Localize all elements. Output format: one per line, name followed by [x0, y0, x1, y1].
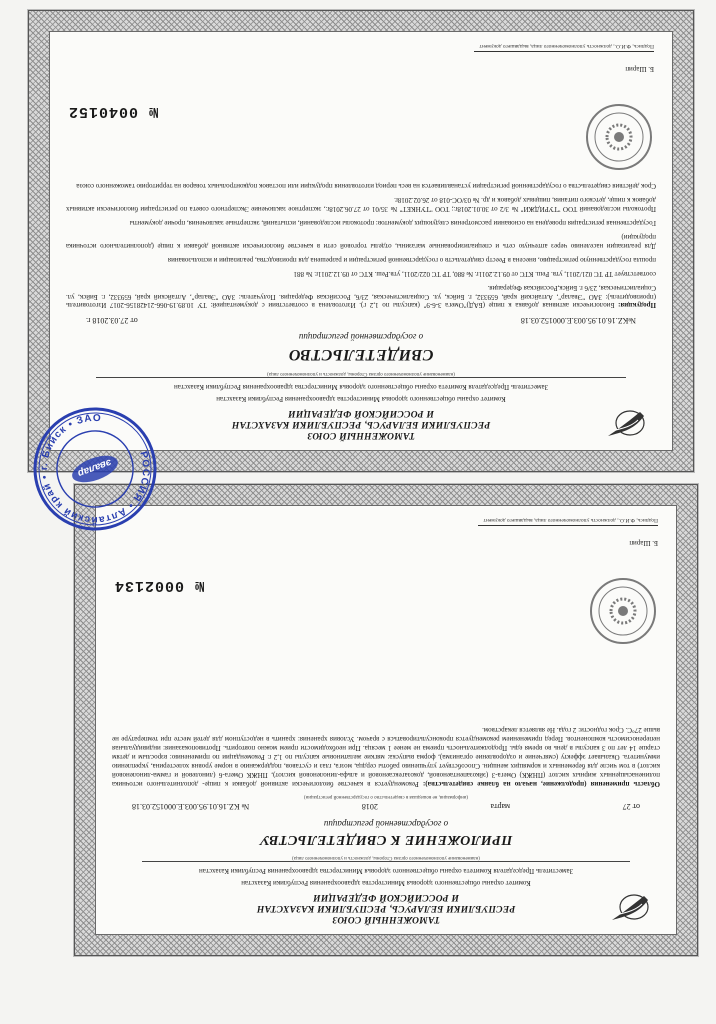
- registry-text: прошла государственную регистрацию, внесена в Реестр свидетельств о государственной регистрации и разрешена для производства, реализации и использования: [167, 255, 656, 264]
- appendix-union-title-line-2: РЕСПУБЛИКИ БЕЛАРУСЬ, РЕСПУБЛИКИ КАЗАХСТАН: [256, 903, 516, 914]
- appendix-authority-caption: (наименование уполномоченного органа Стороны, должность и уполномоченного лица): [292, 855, 480, 861]
- union-title-line-1: ТАМОЖЕННЫЙ СОЮЗ: [307, 430, 415, 440]
- appendix-serial-number: № 0002134: [114, 577, 205, 595]
- company-stamp-icon: [30, 404, 160, 534]
- certificate-appendix: [74, 484, 698, 956]
- certificate-top-content: [50, 32, 672, 450]
- appendix-year: 2018: [361, 802, 378, 812]
- appendix-signer-name: Б. Шарип: [629, 538, 658, 547]
- appendix-union-title-line-1: ТАМОЖЕННЫЙ СОЮЗ: [332, 914, 440, 924]
- appendix-caption: (информация, не вошедшая в свидетельство о государственной регистрации): [303, 794, 469, 800]
- appendix-header-row: [112, 890, 660, 924]
- deputy-name: Заместитель Председателя Комитета охраны общественного здоровья Министерства здравоохранения Республики Казахстан: [174, 383, 548, 392]
- certificate-appendix-inner: [95, 505, 677, 935]
- authority-caption: (наименование уполномоченного органа Стороны, должность и уполномоченного лица): [267, 371, 455, 377]
- certificate-top: [28, 10, 694, 472]
- appendix-signature-block: [458, 516, 658, 547]
- product-text: Биологически активная добавка к пище (БАД)"Омега 3-6-9" (капсулы по 1,2 г). Изготовлена в соответствии с документацией: ТУ 10.89.19-066-21428156-2017 Изготовитель (производитель): ЗАО "Эвалар", Алтайский край, 659332, г. Бийск, ул. Социалистическая, 23/6, Российская Федерация. Получатель: ЗАО "Эвалар", Алтайский край, 659332, г. Бийск, ул. Социалистическая, 23/6 г. Бийск,Российская Федерация.: [66, 283, 656, 310]
- appendix-registration-line: [132, 801, 640, 811]
- appendix-union-title: [164, 891, 608, 924]
- product-block: [66, 283, 656, 310]
- appendix-signature-caption: Подпись, Ф.И.О., должность уполномоченного лица, выдавшего документ: [483, 517, 658, 524]
- signer-name: Б. Шарип: [625, 64, 654, 73]
- evidence-text: Государственная регистрация проведена на основании рассмотрения следующих документов: протоколы исследований, испытаний, экспертные заключения, прочие документы: [129, 218, 656, 227]
- committee-name: Комитет охраны общественного здоровья Министерства здравоохранения Республики Казахстан: [216, 395, 506, 403]
- union-title-line-3: И РОССИЙСКОЙ ФЕДЕРАЦИИ: [287, 408, 435, 419]
- stamp-center-text: эвалар: [76, 456, 113, 479]
- conformity-text: соответствует ТР ТС 021/2011, утв. Реш. КТС от 09.12.2011г. № 880, ТР ТС 022/2011, утв.Реш. КТС от 09.12.2011г. № 881: [293, 269, 656, 278]
- usage-text: Для реализации населению через аптечную сеть и специализированные магазины, отделы торговой сети в качестве биологически активной добавки к пище (дополнительного источника продукции): [66, 232, 656, 250]
- appendix-deputy-name: Заместитель Председателя Комитета охраны общественного здоровья Министерства здравоохранения Республики Казахстан: [199, 867, 573, 876]
- appendix-date-prefix: от 27: [622, 802, 640, 812]
- basis-text: Протоколы исследований ТОО "ТУРИДЖИ" № 3/2 от 30.01.2018г.; ТОО "ТУНКЕТ" № 35/01 от 27.06.2018г., экспертное заключение Экспертного совета по регистрации биологически активных добавок к пище, детского питания, пищевых добавок и др. № 03/ОС-018 от 26.02.2018г.: [66, 195, 656, 213]
- scope-text: Рекомендуется в качестве биологически активной добавки к пище- дополнительного источника полиненасыщенных жирных кислот (ПНЖК) Омега-3 (эйкозапентаеновой, докозагексаеновой и альфа-линоленовой кислот), ПНЖК Омега-6 (линолевой и гамма-линоленовой кислот) в том числе для беременных и кормящих женщин. Способствует улучшению работы сердца, мозга, глаз и суставов, поддержанию в норме уровня холестерина, укреплению иммунитета. Оказывает эффекту (смягчение и оздоровление организма), форма выпуска: мягкие желатиновые капсулы по 1,2 г. Рекомендации по применению: взрослым и детям старше 14 лет по 3 капсулы в день во время еды. Продолжительность приема не менее 1 месяца. При необходимости прием можно повторить. Противопоказания: индивидуальная непереносимость компонентов. Перед применением рекомендуется проконсультироваться с врачом. Условия хранения: хранить в недоступном для детей месте при температуре не выше 27°С. Срок годности: 2 года. Не является лекарством.: [112, 725, 660, 788]
- appendix-month: марта: [490, 802, 511, 812]
- validity-text: Срок действия свидетельства о государственной регистрации устанавливается на весь период изготовления продукции или поставок подконтрольных товаров на территорию таможенного союза: [76, 181, 656, 190]
- signature-caption: Подпись, Ф.И.О., должность уполномоченного лица, выдавшего документ: [479, 43, 654, 50]
- certificate-title: СВИДЕТЕЛЬСТВО: [288, 345, 434, 363]
- appendix-registration-number: № KZ.16.01.95.003.Е.000152.03.18: [132, 802, 250, 812]
- customs-union-emblem-icon: [604, 406, 656, 440]
- union-title: [118, 407, 604, 440]
- appendix-subtitle: о государственной регистрации: [323, 818, 449, 829]
- customs-union-emblem-icon: [608, 890, 660, 924]
- scope-label: Область применения (продолжение, начало на бланке свидетельства):: [422, 779, 660, 788]
- official-seal-icon: [584, 102, 654, 172]
- union-title-line-2: РЕСПУБЛИКИ БЕЛАРУСЬ, РЕСПУБЛИКИ КАЗАХСТАН: [231, 419, 491, 430]
- official-seal-icon: [588, 576, 658, 646]
- registration-line: [86, 314, 636, 324]
- registration-date: от 27.03.2018 г.: [86, 315, 138, 325]
- appendix-committee-name: Комитет охраны общественного здоровья Министерства здравоохранения Республики Казахстан: [241, 879, 531, 887]
- appendix-title: ПРИЛОЖЕНИЕ К СВИДЕТЕЛЬСТВУ: [259, 831, 513, 847]
- scope-block: [112, 725, 660, 788]
- appendix-union-title-line-3: И РОССИЙСКОЙ ФЕДЕРАЦИИ: [312, 892, 460, 903]
- product-label: Продукция:: [618, 301, 656, 310]
- certificate-top-inner: [49, 31, 673, 451]
- certificate-appendix-content: [96, 506, 676, 934]
- serial-number: № 0040152: [68, 103, 159, 121]
- certificate-subtitle: о государственной регистрации: [298, 332, 424, 343]
- signature-block: [454, 42, 654, 73]
- registration-number: №KZ.16.01.95.003.Е.000152.03.18: [520, 315, 636, 325]
- stamp-ring-text: РОССИЯ • Алтайский край • г. Бийск • ЗАО: [38, 412, 152, 526]
- appendix-serial-row: [114, 576, 658, 646]
- serial-row: [68, 102, 654, 172]
